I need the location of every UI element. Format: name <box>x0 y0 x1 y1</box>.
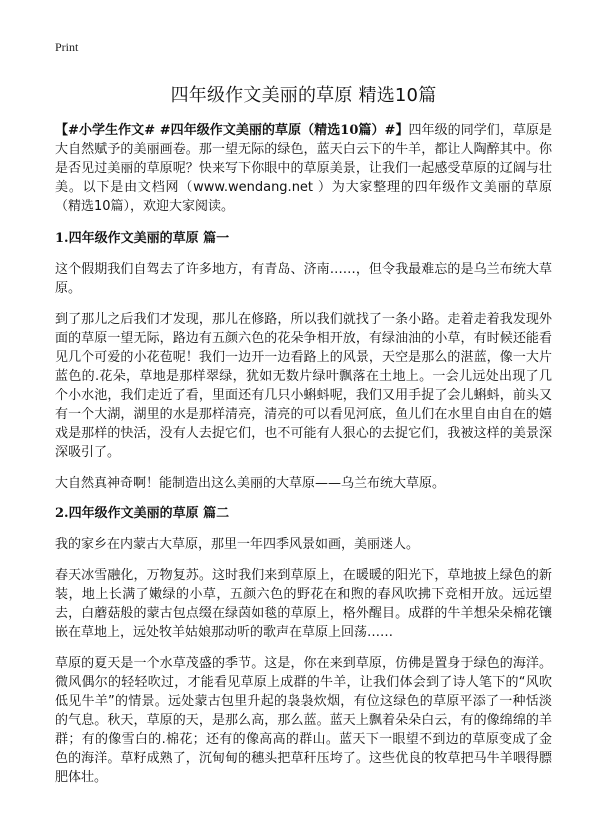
section-1-paragraph-3: 大自然真神奇啊！能制造出这么美丽的大草原——乌兰布统大草原。 <box>55 476 446 491</box>
section-1-paragraph-1: 这个假期我们自驾去了许多地方，有青岛、济南……，但令我最难忘的是乌兰布统大草原。 <box>55 262 552 296</box>
section-2-paragraph-3: 草原的夏天是一个水草茂盛的季节。这是，你在来到草原，仿佛是置身于绿色的海洋。微风偶尔的轻轻吹过，才能看见草原上成群的牛羊，让我们体会到了诗人笔下的“风吹低见牛羊”的情景。远处蒙古包里升起的袅袅炊烟，有位这绿色的草原平添了一种恬淡的气息。秋天，草原的天，是那么高，那么蓝。蓝天上飘着朵朵白云，有的像绵绵的羊群；有的像雪白的.棉花；还有的像高高的群山。蓝天下一眼望不到边的草原变成了金色的海洋。草籽成熟了，沉甸甸的穗头把草秆压垮了。这些优良的牧草把马牛羊喂得膘肥体壮。 <box>55 656 552 785</box>
intro-tag: 【#小学生作文# #四年级作文美丽的草原（精选10篇）#】 <box>55 123 409 138</box>
print-link[interactable]: Print <box>55 40 79 54</box>
section-heading-1: 1.四年级作文美丽的草原 篇一 <box>55 231 230 246</box>
section-heading-2: 2.四年级作文美丽的草原 篇二 <box>55 506 230 521</box>
section-2-paragraph-1: 我的家乡在内蒙古大草原，那里一年四季风景如画，美丽迷人。 <box>55 537 420 552</box>
intro-body: 四年级的同学们，草原是大自然赋予的美丽画卷。那一望无际的绿色，蓝天白云下的牛羊，都让人陶醉其中。你是否见过美丽的草原呢？快来写下你眼中的草原美景，让我们一起感受草原的辽阔与壮美。以下是由文档网（www.wendang.net ）为大家整理的四年级作文美丽的草原（精选10篇），欢迎大家阅读。 <box>55 123 552 214</box>
section-2-paragraph-2: 春天冰雪融化，万物复苏。这时我们来到草原上，在暖暖的阳光下，草地披上绿色的新装，地上长满了嫩绿的小草，五颜六色的野花在和煦的春风吹拂下竞相开放。远远望去，白蘑菇般的蒙古包点缀在绿茵如毯的草原上，格外醒目。成群的牛羊想朵朵棉花镶嵌在草地上，远处牧羊姑娘那动听的歌声在草原上回荡…… <box>55 568 552 640</box>
section-1-paragraph-2: 到了那儿之后我们才发现，那儿在修路，所以我们就找了一条小路。走着走着我发现外面的草原一望无际，路边有五颜六色的花朵争相开放，有绿油油的小草，有时候还能看见几个可爱的小花苞呢！我们一边开一边看路上的风景，天空是那么的湛蓝，像一大片蓝色的.花朵，草地是那样翠绿，犹如无数片绿叶飘落在土地上。一会儿远处出现了几个小水池，我们走近了看，里面还有几只小蝌蚪呢，我们又用手捉了会儿蝌蚪，前头又有一个大湖，湖里的水是那样清亮，清亮的可以看见河底，鱼儿们在水里自由自在的嬉戏是那样的快活，没有人去捉它们，也不可能有人狠心的去捉它们，我被这样的美景深深吸引了。 <box>55 312 552 460</box>
intro-paragraph <box>55 121 552 216</box>
document-title: 四年级作文美丽的草原 精选10篇 <box>170 85 437 106</box>
